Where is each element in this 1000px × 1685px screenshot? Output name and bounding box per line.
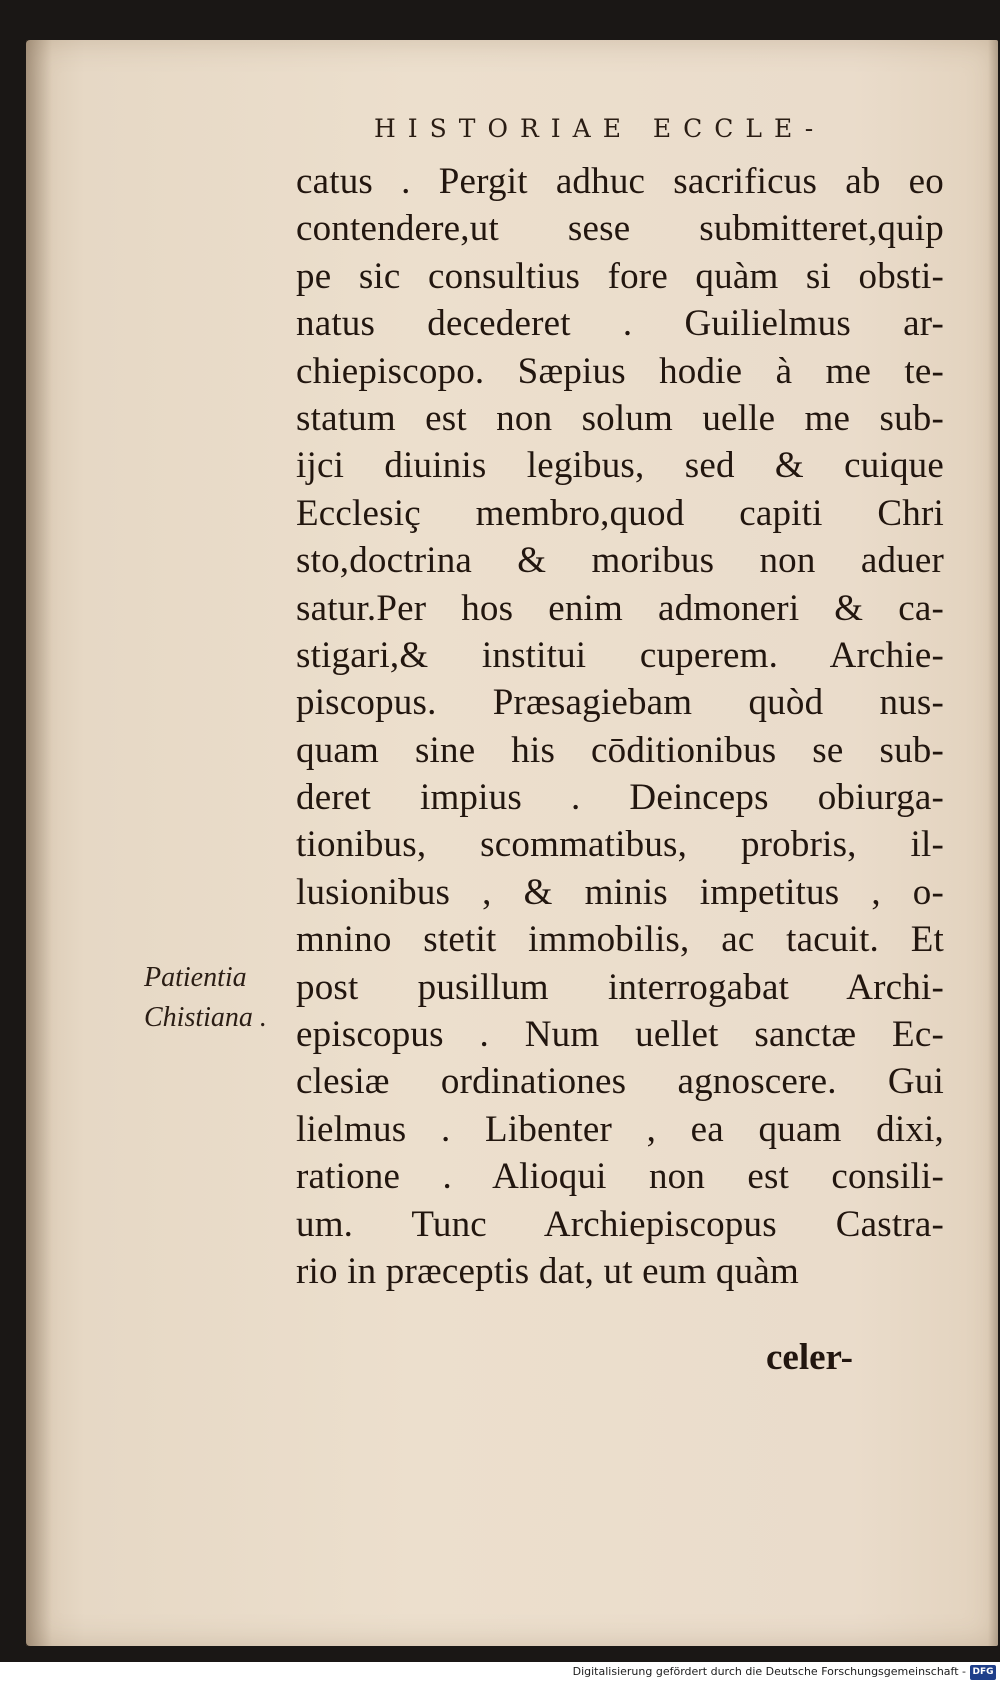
- text-line: statum est non solum uelle me sub-: [296, 397, 944, 439]
- text-line: contendere,ut sese submitteret,quip: [296, 208, 944, 250]
- text-line: piscopus. Præsagiebam quòd nus-: [296, 682, 944, 724]
- text-line: mnino stetit immobilis, ac tacuit. Et: [296, 919, 944, 961]
- funding-credit: Digitalisierung gefördert durch die Deutsche Forschungsgemeinschaft -: [572, 1665, 966, 1678]
- text-line: natus decederet . Guilielmus ar-: [296, 303, 944, 345]
- text-line: deret impius . Deinceps obiurga-: [296, 777, 944, 819]
- text-line: lielmus . Libenter , ea quam dixi,: [296, 1108, 944, 1150]
- text-line: um. Tunc Archiepiscopus Castra-: [296, 1203, 944, 1245]
- text-line: post pusillum interrogabat Archi-: [296, 966, 944, 1008]
- body-text: [296, 158, 944, 1295]
- text-line: chiepiscopo. Sæpius hodie à me te-: [296, 350, 944, 392]
- text-line: stigari,& institui cuperem. Archie-: [296, 634, 944, 676]
- running-head: HISTORIAE ECCLE-: [374, 114, 826, 143]
- text-line: rio in præceptis dat, ut eum quàm: [296, 1250, 799, 1292]
- text-line: sto,doctrina & moribus non aduer: [296, 540, 944, 582]
- text-line: clesiæ ordinationes agnoscere. Gui: [296, 1061, 944, 1103]
- marginal-note-line: Patientia: [144, 962, 247, 993]
- text-line: catus . Pergit adhuc sacrificus ab eo: [296, 161, 944, 202]
- text-line: ijci diuinis legibus, sed & cuique: [296, 445, 944, 487]
- text-line: episcopus . Num uellet sanctæ Ec-: [296, 1014, 944, 1056]
- text-line: quam sine his cōditionibus se sub-: [296, 729, 944, 771]
- dfg-logo-icon: DFG: [970, 1665, 996, 1680]
- text-line: ratione . Alioqui non est consili-: [296, 1156, 944, 1198]
- text-line: tionibus, scommatibus, probris, il-: [296, 824, 944, 866]
- footer-bar: [0, 1662, 1000, 1685]
- text-line: lusionibus , & minis impetitus , o-: [296, 871, 944, 913]
- marginal-note: [144, 958, 294, 1038]
- marginal-note-line: Chistiana .: [144, 1002, 267, 1033]
- text-line: pe sic consultius fore quàm si obsti-: [296, 255, 944, 297]
- text-line: satur.Per hos enim admoneri & ca-: [296, 587, 944, 629]
- text-line: Ecclesiç membro,quod capiti Chri: [296, 492, 944, 534]
- catchword: celer-: [766, 1337, 853, 1378]
